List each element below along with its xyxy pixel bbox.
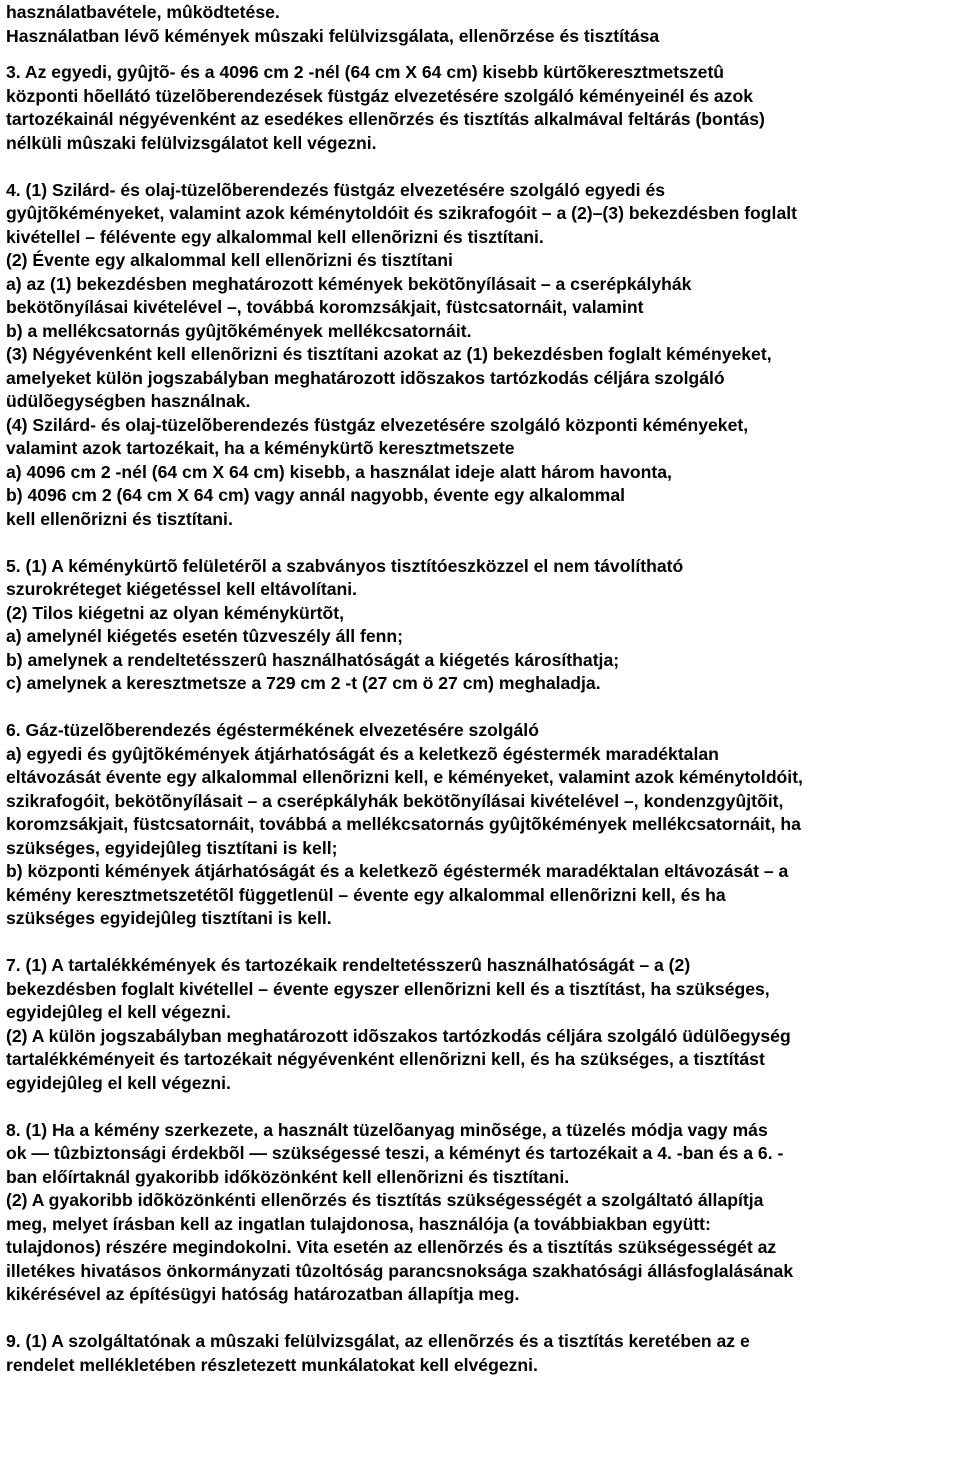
- paragraph-line: 8. (1) Ha a kémény szerkezete, a használt tüzelõanyag minõsége, a tüzelés módja vagy más: [6, 1119, 768, 1140]
- paragraph-line: a) az (1) bekezdésben meghatározott kémények bekötõnyílásait – a cserépkályhák: [6, 273, 692, 294]
- paragraph-spacer: [6, 1095, 960, 1119]
- paragraph-line: kémény keresztmetszetétõl függetlenül – évente egy alkalommal ellenõrizni kell, és ha: [6, 884, 726, 905]
- intro-block: [6, 0, 960, 48]
- paragraph-line: nélküli mûszaki felülvizsgálatot kell végezni.: [6, 132, 377, 153]
- paragraph-line: b) központi kémények átjárhatóságát és a keletkezõ égéstermék maradéktalan eltávozását – a: [6, 861, 789, 881]
- paragraph-line: illetékes hivatásos önkormányzati tûzoltóság parancsnoksága szakhatósági állásfoglalásának: [6, 1260, 794, 1281]
- paragraph-line: szükséges, egyidejûleg tisztítani is kell;: [6, 837, 338, 858]
- paragraph-line: amelyeket külön jogszabályban meghatározott idõszakos tartózkodás céljára szolgáló: [6, 367, 725, 388]
- paragraph-spacer: [6, 531, 960, 555]
- section-9: [6, 1330, 960, 1377]
- paragraph-line: bekötõnyílásai kivételével –, továbbá koromzsákjait, füstcsatornáit, valamint: [6, 297, 644, 317]
- paragraph-line: kell ellenõrizni és tisztítani.: [6, 508, 233, 529]
- paragraph-line: tartalékkéményeit és tartozékait négyévenként ellenõrizni kell, és ha szükséges, a tisztítást: [6, 1049, 765, 1069]
- paragraph-line: rendelet mellékletében részletezett munkálatokat kell elvégezni.: [6, 1354, 538, 1375]
- paragraph-line: üdülõegységben használnak.: [6, 391, 251, 411]
- paragraph-line: eltávozását évente egy alkalommal ellenõrizni kell, e kéményeket, valamint azok kéménytoldóit,: [6, 767, 803, 787]
- paragraph-spacer: [6, 696, 960, 720]
- paragraph-line: (2) Tilos kiégetni az olyan kéménykürtõt,: [6, 602, 344, 623]
- paragraph-line: tartozékainál négyévenként az esedékes ellenõrzés és tisztítás alkalmával feltárás (bontás): [6, 109, 765, 129]
- paragraph-line: (3) Négyévenként kell ellenõrizni és tisztítani azokat az (1) bekezdésben foglalt kéményeket,: [6, 344, 772, 364]
- paragraph-line: 9. (1) A szolgáltatónak a mûszaki felülvizsgálat, az ellenõrzés és a tisztítás keretében az e: [6, 1331, 750, 1351]
- paragraph-line: 3. Az egyedi, gyûjtõ- és a 4096 cm 2 -nél (64 cm X 64 cm) kisebb kürtõkeresztmetszetû: [6, 62, 725, 82]
- paragraph-line: c) amelynek a keresztmetsze a 729 cm 2 -t (27 cm ö 27 cm) meghaladja.: [6, 673, 601, 693]
- section-3: [6, 61, 960, 155]
- paragraph-spacer: [6, 931, 960, 955]
- paragraph-line: egyidejûleg el kell végezni.: [6, 1072, 231, 1093]
- paragraph-line: (2) A gyakoribb idõközönkénti ellenõrzés és tisztítás szükségességét a szolgáltató állapítja: [6, 1190, 764, 1210]
- paragraph-line: szurokréteget kiégetéssel kell eltávolítani.: [6, 579, 358, 599]
- paragraph-line: központi hõellátó tüzelõberendezések füstgáz elvezetésére szolgáló kéményeinél és azok: [6, 85, 754, 106]
- paragraph-line: 6. Gáz-tüzelõberendezés égéstermékének elvezetésére szolgáló: [6, 720, 539, 740]
- paragraph-line: bekezdésben foglalt kivétellel – évente egyszer ellenõrizni kell és a tisztítást, ha szükséges,: [6, 978, 770, 999]
- paragraph-line: a) 4096 cm 2 -nél (64 cm X 64 cm) kisebb, a használat ideje alatt három havonta,: [6, 461, 672, 482]
- paragraph-line: tulajdonos) részére megindokolni. Vita esetén az ellenõrzés és a tisztítás szükségességét az: [6, 1237, 777, 1257]
- paragraph-line: kikérésével az építésügyi hatóság határozatban állapítja meg.: [6, 1284, 520, 1304]
- paragraph-line: (2) Évente egy alkalommal kell ellenõrizni és tisztítani: [6, 250, 453, 270]
- paragraph-line: koromzsákjait, füstcsatornáit, továbbá a mellékcsatornás gyûjtõkémények mellékcsatornáit, ha: [6, 814, 801, 834]
- section-6: [6, 719, 960, 931]
- paragraph-line: ban előírtaknál gyakoribb időközönként kell ellenõrizni és tisztítani.: [6, 1166, 570, 1187]
- paragraph-line: szükséges egyidejûleg tisztítani is kell.: [6, 908, 332, 928]
- document-page: [6, 0, 960, 1377]
- intro-line: használatbavétele, mûködtetése.: [6, 2, 280, 22]
- paragraph-line: b) amelynek a rendeltetésszerû használhatóságát a kiégetés károsíthatja;: [6, 649, 620, 670]
- paragraph-spacer: [6, 155, 960, 179]
- paragraph-spacer: [6, 1307, 960, 1331]
- paragraph-line: 4. (1) Szilárd- és olaj-tüzelõberendezés füstgáz elvezetésére szolgáló egyedi és: [6, 179, 666, 200]
- paragraph-line: gyûjtõkéményeket, valamint azok kéménytoldóit és szikrafogóit – a (2)–(3) bekezdésben foglalt: [6, 203, 797, 223]
- paragraph-line: ok — tûzbiztonsági érdekbõl — szükségessé teszi, a kéményt és tartozékait a 4. -ban és a 6. -: [6, 1143, 784, 1163]
- paragraph-line: 5. (1) A kéménykürtõ felületérõl a szabványos tisztítóeszközzel el nem távolítható: [6, 555, 684, 576]
- paragraph-line: a) egyedi és gyûjtõkémények átjárhatóságát és a keletkezõ égéstermék maradéktalan: [6, 743, 719, 764]
- paragraph-line: valamint azok tartozékait, ha a kéménykürtõ keresztmetszete: [6, 438, 515, 458]
- paragraph-line: b) a mellékcsatornás gyûjtõkémények mellékcsatornáit.: [6, 320, 472, 341]
- paragraph-line: egyidejûleg el kell végezni.: [6, 1002, 231, 1022]
- paragraph-line: (4) Szilárd- és olaj-tüzelõberendezés füstgáz elvezetésére szolgáló központi kéményeket,: [6, 414, 749, 435]
- paragraph-line: meg, melyet írásban kell az ingatlan tulajdonosa, használója (a továbbiakban együtt:: [6, 1213, 711, 1234]
- paragraph-line: a) amelynél kiégetés esetén tûzveszély áll fenn;: [6, 626, 404, 646]
- paragraph-line: kivétellel – félévente egy alkalommal kell ellenõrizni és tisztítani.: [6, 226, 544, 247]
- section-4: [6, 179, 960, 532]
- paragraph-line: szikrafogóit, bekötõnyílásait – a cserépkályhák bekötõnyílásai kivételével –, kondenzgyûjtõit,: [6, 790, 784, 811]
- section-7: [6, 954, 960, 1095]
- paragraph-line: (2) A külön jogszabályban meghatározott idõszakos tartózkodás céljára szolgáló üdülõegység: [6, 1025, 791, 1046]
- intro-line: Használatban lévõ kémények mûszaki felülvizsgálata, ellenõrzése és tisztítása: [6, 25, 660, 46]
- section-5: [6, 555, 960, 696]
- paragraph-line: 7. (1) A tartalékkémények és tartozékaik rendeltetésszerû használhatóságát – a (2): [6, 955, 691, 975]
- paragraph-line: b) 4096 cm 2 (64 cm X 64 cm) vagy annál nagyobb, évente egy alkalommal: [6, 485, 625, 505]
- section-8: [6, 1119, 960, 1307]
